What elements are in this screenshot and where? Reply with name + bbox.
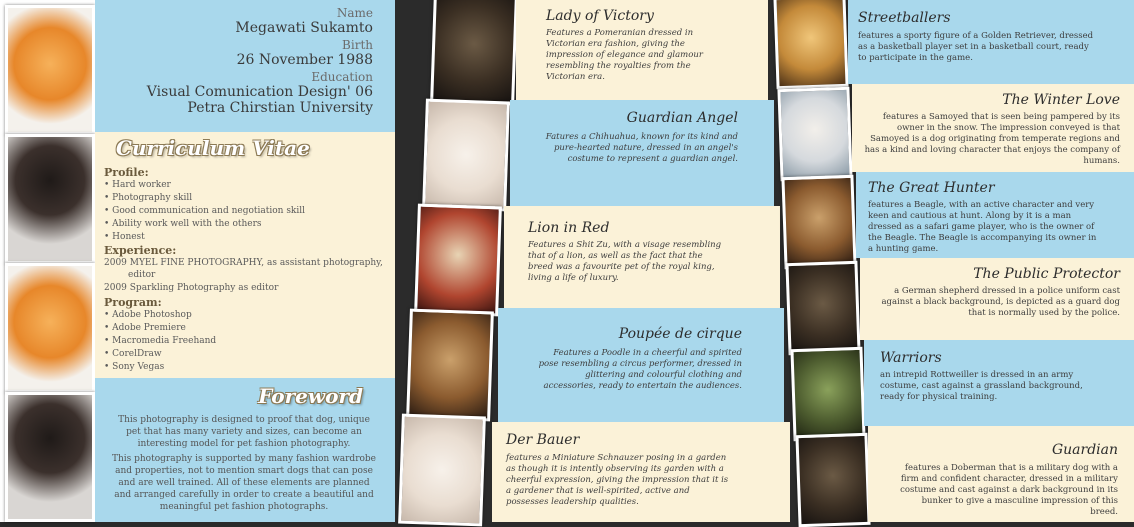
- photo-girl-portrait: [5, 134, 95, 264]
- list-item: • Honest: [104, 231, 385, 244]
- photo-pomeranian-portrait: [5, 5, 95, 135]
- experience-1-line-a: 2009 MYEL FINE PHOTOGRAPHY, as assistant photography,: [104, 258, 383, 268]
- story-title: Lion in Red: [528, 220, 610, 236]
- foreword-panel: [95, 378, 395, 522]
- photo-guardian: [795, 433, 870, 527]
- story-title: Lady of Victory: [546, 8, 654, 24]
- story-title: Streetballers: [858, 10, 951, 26]
- story-title: The Public Protector: [973, 266, 1120, 282]
- story-text: Features a Poodle in a cheerful and spirited pose resembling a circus performer, dressed in glittering and colourful clothing and accessories, ready to entertain the audiences.: [538, 348, 742, 391]
- name-label: Name: [336, 6, 373, 20]
- story-text: an intrepid Rottweiller is dressed in an army costume, cast against a grassland background, ready for physical training.: [880, 370, 1083, 402]
- experience-1-line-b: editor: [128, 270, 156, 280]
- photo-streetballers: [773, 0, 848, 89]
- profile-list: [104, 179, 385, 244]
- list-item: • Macromedia Freehand: [104, 335, 385, 348]
- story-title: Poupée de cirque: [618, 326, 742, 342]
- photo-lady-of-victory: [430, 0, 518, 105]
- story-title: The Great Hunter: [868, 180, 995, 196]
- birth-value: 26 November 1988: [236, 52, 373, 68]
- education-line2: Petra Chirstian University: [187, 100, 373, 116]
- program-list: [104, 309, 385, 374]
- photo-pomeranian-smile: [5, 263, 95, 393]
- story-text: features a Beagle, with an active character and very keen and cautious at hunt. Along by it is a man dressed as a safari game player, who is the owner of the Beagle. The Beagle is accompanying its owner in a hunting game.: [868, 200, 1097, 254]
- photo-great-hunter: [781, 175, 856, 269]
- list-item: • Hard worker: [104, 179, 385, 192]
- photo-warriors: [790, 347, 865, 441]
- story-title: Guardian: [1051, 442, 1118, 458]
- list-item: • Adobe Premiere: [104, 322, 385, 335]
- photo-winter-love: [777, 87, 852, 181]
- experience-item-1: [104, 257, 385, 281]
- story-great-hunter: [856, 172, 1134, 258]
- story-title: Guardian Angel: [626, 110, 738, 126]
- cv-panel: [95, 132, 395, 378]
- foreword-paragraph-1: This photography is designed to proof that dog, unique pet that has many variety and sizes, can become an interesting model for pet fashion photography.: [118, 415, 370, 449]
- story-text: features a Doberman that is a military dog with a firm and confident character, dressed in a military costume and cast against a dark background in its bunker to give a masculine impression of this breed.: [900, 463, 1118, 517]
- list-item: • Photography skill: [104, 192, 385, 205]
- story-warriors: [864, 340, 1134, 426]
- story-public-protector: [860, 258, 1134, 340]
- story-guardian: [868, 426, 1134, 522]
- list-item: • Sony Vegas: [104, 361, 385, 374]
- story-guardian-angel: [510, 100, 774, 206]
- birth-label: Birth: [342, 38, 373, 52]
- photo-poupee-de-cirque: [406, 309, 494, 422]
- list-item: • Adobe Photoshop: [104, 309, 385, 322]
- story-poupee-de-cirque: [498, 308, 784, 422]
- experience-item-2: 2009 Sparkling Photography as editor: [104, 283, 279, 293]
- story-title: Warriors: [880, 350, 942, 366]
- list-item: • Good communication and negotiation skill: [104, 205, 385, 218]
- photo-der-bauer: [398, 414, 486, 527]
- story-text: a German shepherd dressed in a police uniform cast against a black background, is depicted as a guard dog that is normally used by the police.: [881, 286, 1120, 318]
- experience-heading: Experience:: [104, 244, 177, 257]
- story-title: Der Bauer: [506, 432, 580, 448]
- story-lion-in-red: [504, 206, 780, 308]
- photo-guardian-angel: [422, 99, 510, 212]
- cv-heading: Curriculum Vitae: [116, 136, 310, 160]
- foreword-heading: Foreword: [258, 384, 363, 408]
- list-item: • CorelDraw: [104, 348, 385, 361]
- profile-heading: Profile:: [104, 166, 149, 179]
- education-label: Education: [311, 70, 373, 84]
- education-line1: Visual Comunication Design' 06: [146, 84, 373, 100]
- story-text: features a sporty figure of a Golden Retriever, dressed as a basketball player set in a basketball court, ready to participate in the game.: [858, 31, 1094, 63]
- bio-panel: [95, 0, 395, 132]
- story-title: The Winter Love: [1002, 92, 1120, 108]
- story-streetballers: [848, 0, 1134, 84]
- story-lady-of-victory: [516, 0, 768, 100]
- photo-public-protector: [785, 261, 860, 355]
- story-text: features a Samoyed that is seen being pampered by its owner in the snow. The impression conveyed is that Samoyed is a dog originating from temperate regions and has a kind and loving character that enjoys the company of humans.: [864, 112, 1120, 166]
- photo-lion-in-red: [414, 204, 502, 317]
- program-heading: Program:: [104, 296, 162, 309]
- photo-girl-with-camera: [5, 392, 95, 522]
- name-value: Megawati Sukamto: [235, 20, 373, 36]
- story-text: Features a Shit Zu, with a visage resembling that of a lion, as well as the fact that the breed was a favourite pet of the royal king, living a life of luxury.: [528, 240, 722, 283]
- story-winter-love: [852, 84, 1134, 172]
- story-text: features a Miniature Schnauzer posing in a garden as though it is intently observing its garden with a cheerful expression, giving the impression that it is a gardener that is well-spirited, active and possesses leadership qualities.: [506, 453, 729, 507]
- story-der-bauer: [492, 422, 790, 522]
- foreword-paragraph-2: This photography is supported by many fashion wardrobe and properties, not to mention smart dogs that can pose and are well trained. All of these elements are planned and arranged carefully in order to create a beautiful and meaningful pet fashion photographs.: [111, 454, 377, 512]
- story-text: Features a Pomeranian dressed in Victorian era fashion, giving the impression of elegance and glamour resembling the royalties from the Victorian era.: [546, 28, 703, 82]
- list-item: • Ability work well with the others: [104, 218, 385, 231]
- story-text: Fatures a Chihuahua, known for its kind and pure-hearted nature, dressed in an angel's costume to represent a guardian angel.: [545, 132, 738, 164]
